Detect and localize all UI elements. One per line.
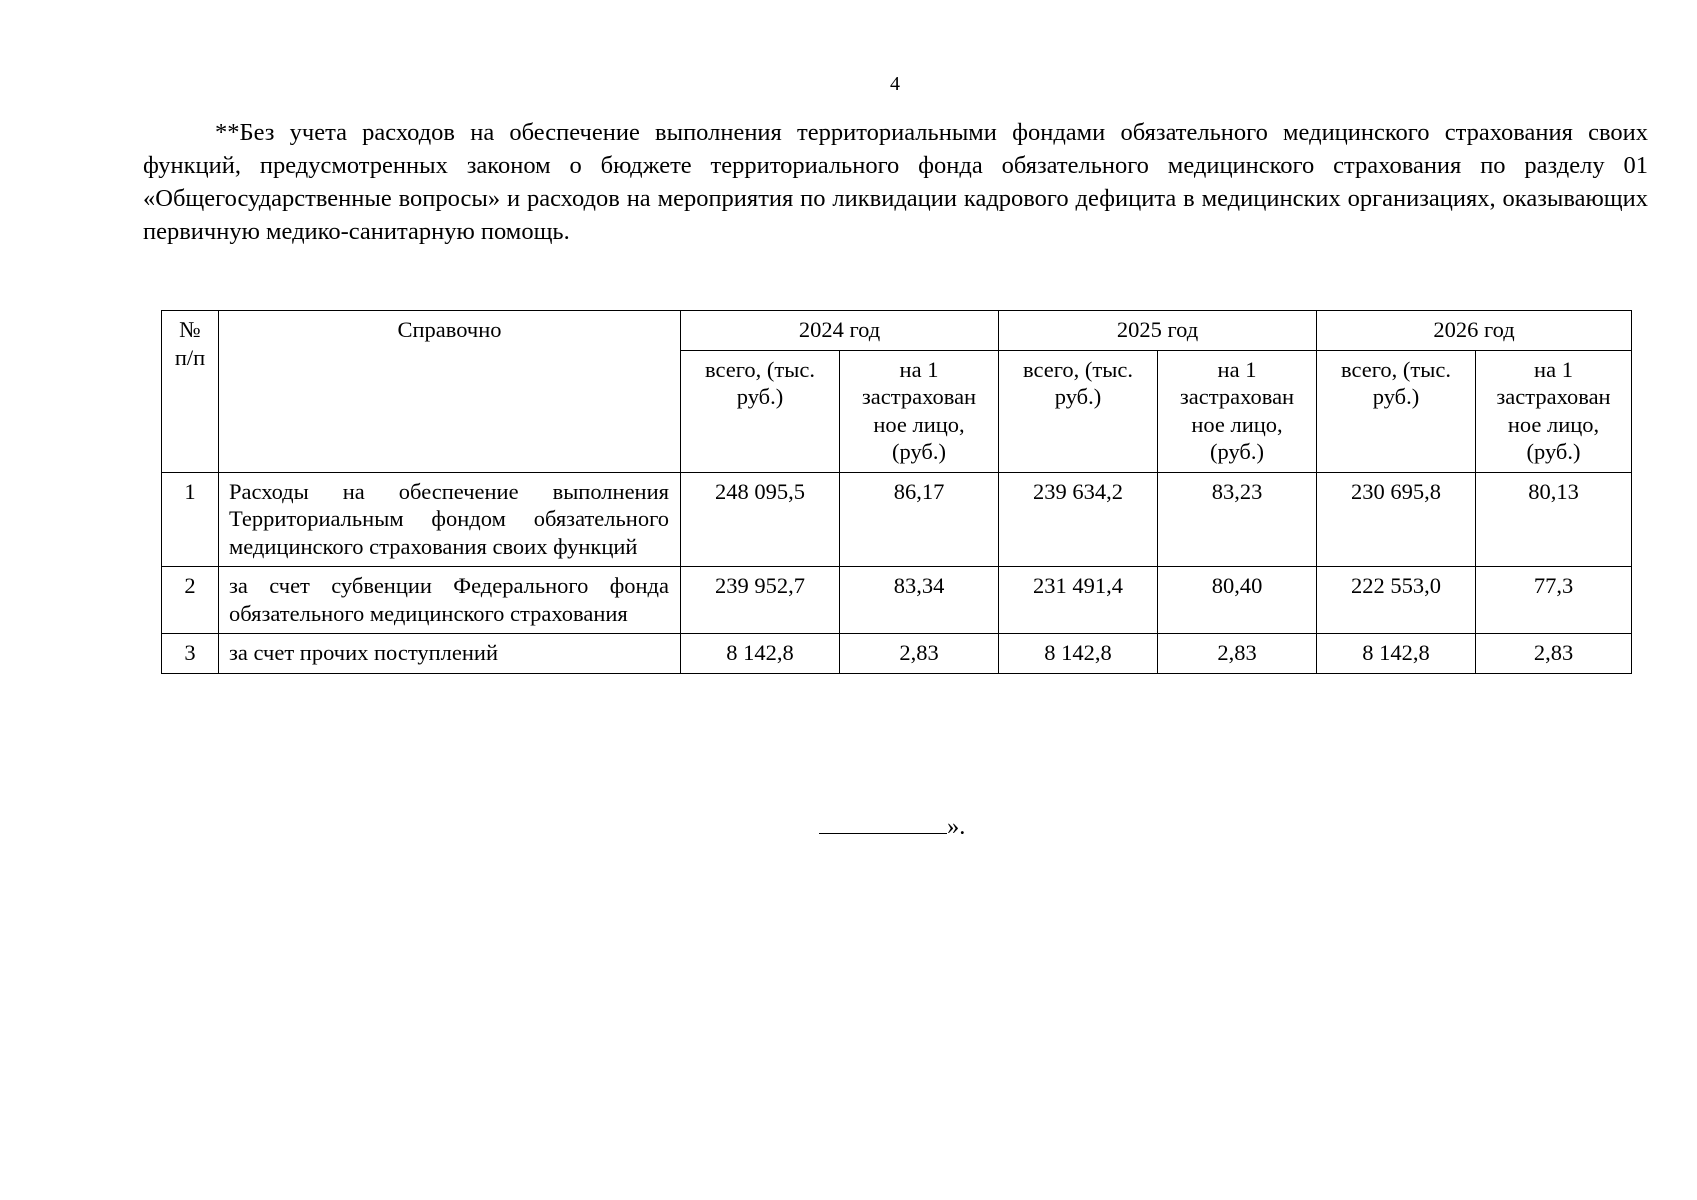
value-per-insured-2026: 77,3 [1476,567,1632,634]
table-row [162,634,1632,674]
footnote-text: **Без учета расходов на обеспечение выполнения территориальными фондами обязательного медицинского страхования своих функций, предусмотренных законом о бюджете территориального фонда обязательного медицинского страхования по разделу 01 «Общегосударственные вопросы» и расходов на мероприятия по ликвидации кадрового дефицита в медицинских организациях, оказывающих первичную медико-санитарную помощь. [143,119,1648,245]
header-per-insured-2025: на 1 застрахован ное лицо, (руб.) [1158,350,1317,472]
header-reference: Справочно [219,311,681,473]
row-description: за счет субвенции Федерального фонда обязательного медицинского страхования [219,567,681,634]
page-number: 4 [890,73,900,95]
header-year-2025: 2025 год [999,311,1317,351]
row-number: 1 [162,472,219,567]
value-per-insured-2025: 83,23 [1158,472,1317,567]
value-per-insured-2026: 2,83 [1476,634,1632,674]
value-total-2024: 248 095,5 [681,472,840,567]
header-per-insured-2024: на 1 застрахован ное лицо, (руб.) [840,350,999,472]
value-total-2025: 231 491,4 [999,567,1158,634]
row-description: Расходы на обеспечение выполнения Территориальным фондом обязательного медицинского страхования своих функций [219,472,681,567]
value-total-2026: 230 695,8 [1317,472,1476,567]
header-total-2024: всего, (тыс. руб.) [681,350,840,472]
value-total-2024: 239 952,7 [681,567,840,634]
row-description: за счет прочих поступлений [219,634,681,674]
value-per-insured-2024: 2,83 [840,634,999,674]
header-row-years [162,311,1632,351]
value-total-2025: 8 142,8 [999,634,1158,674]
value-per-insured-2024: 86,17 [840,472,999,567]
closing-mark [819,810,965,842]
value-total-2024: 8 142,8 [681,634,840,674]
header-year-2026: 2026 год [1317,311,1632,351]
row-number: 3 [162,634,219,674]
closing-quote: ». [947,813,966,840]
table-row [162,472,1632,567]
header-per-insured-2026: на 1 застрахован ное лицо, (руб.) [1476,350,1632,472]
reference-table [161,310,1632,674]
value-per-insured-2025: 80,40 [1158,567,1317,634]
header-total-2026: всего, (тыс. руб.) [1317,350,1476,472]
header-year-2024: 2024 год [681,311,999,351]
row-number: 2 [162,567,219,634]
header-number: № п/п [162,311,219,473]
value-per-insured-2024: 83,34 [840,567,999,634]
header-total-2025: всего, (тыс. руб.) [999,350,1158,472]
value-total-2025: 239 634,2 [999,472,1158,567]
value-per-insured-2025: 2,83 [1158,634,1317,674]
blank-underline [819,810,947,834]
value-total-2026: 8 142,8 [1317,634,1476,674]
value-per-insured-2026: 80,13 [1476,472,1632,567]
table-row [162,567,1632,634]
value-total-2026: 222 553,0 [1317,567,1476,634]
